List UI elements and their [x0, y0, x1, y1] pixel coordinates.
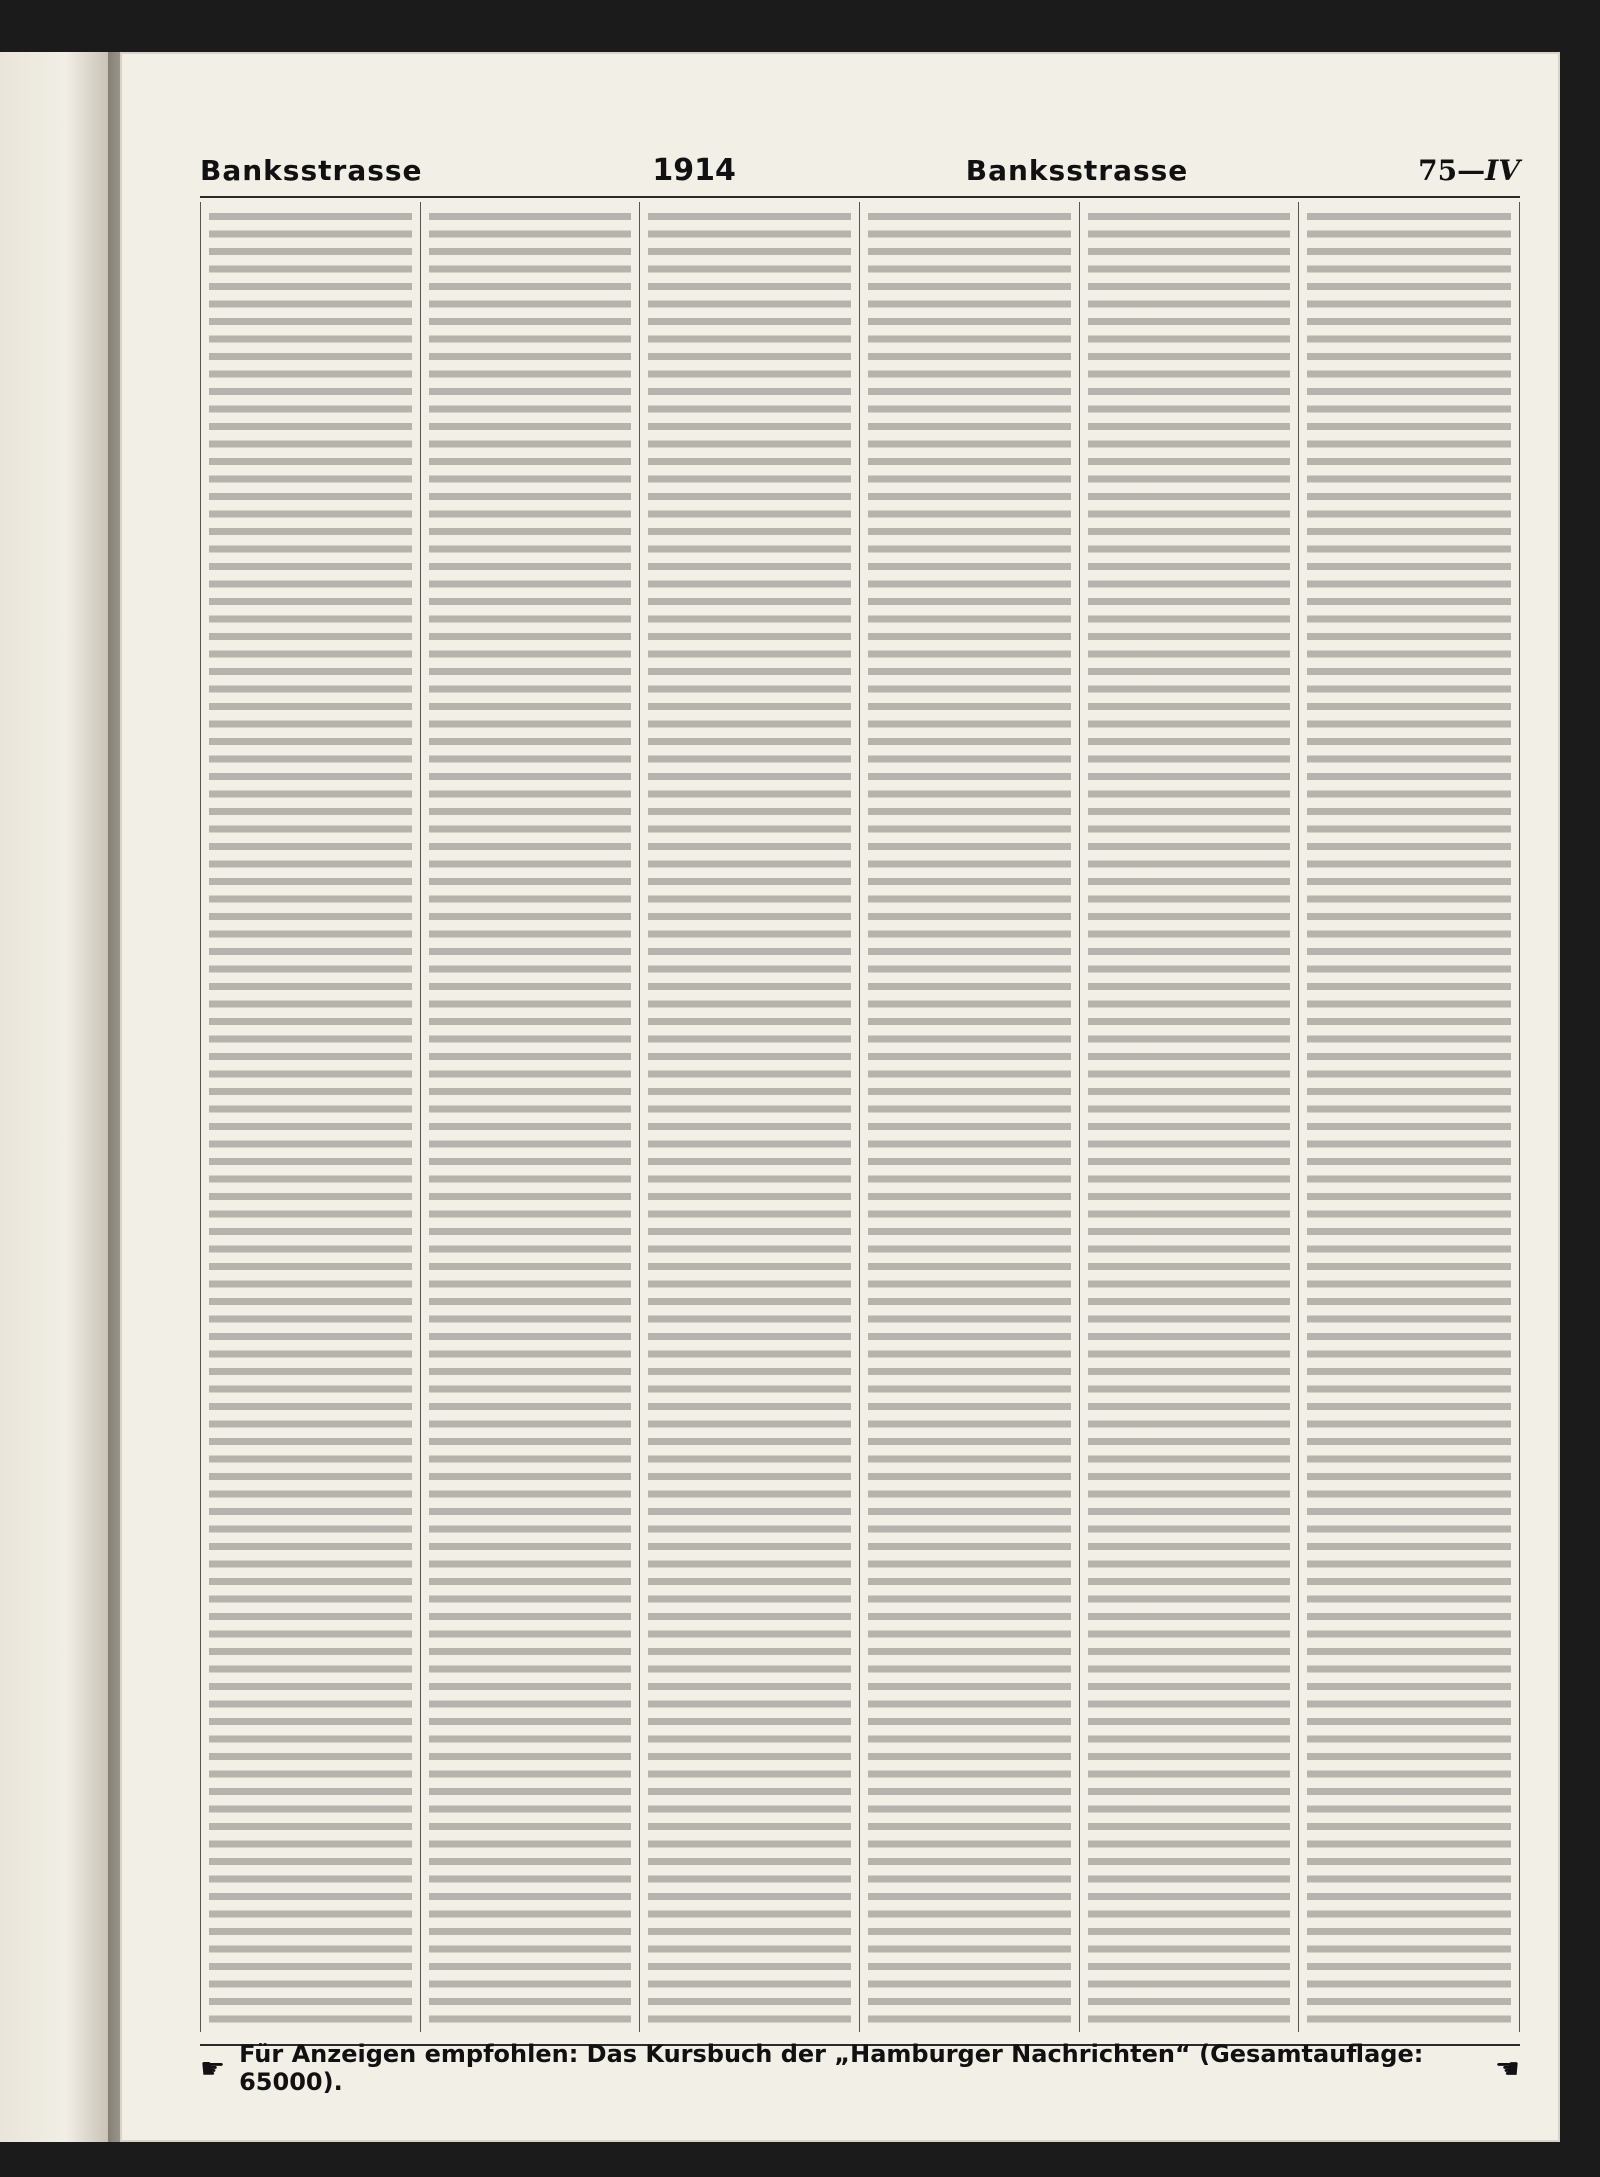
directory-column [1080, 202, 1300, 2032]
footer-text: Für Anzeigen empfohlen: Das Kursbuch der „Hamburger Nachrichten“ (Gesamtauflage: 65000). [239, 2040, 1424, 2096]
column-text-block [1307, 208, 1511, 2026]
year: 1914 [652, 152, 736, 188]
pointing-hand-right-icon: ☛ [200, 2051, 226, 2085]
page-header [200, 144, 1520, 198]
directory-columns [200, 202, 1520, 2032]
column-text-block [868, 208, 1071, 2026]
pointing-hand-left-icon: ☚ [1494, 2051, 1520, 2085]
directory-page [120, 52, 1560, 2142]
page-number [1418, 154, 1520, 187]
directory-column [860, 202, 1080, 2032]
page-number-suffix: IV [1485, 153, 1520, 187]
directory-column [201, 202, 421, 2032]
column-text-block [209, 208, 412, 2026]
column-text-block [648, 208, 851, 2026]
street-name-right: Banksstrasse [965, 153, 1189, 187]
street-name-left: Banksstrasse [200, 153, 423, 187]
page-footer-advertisement [200, 2040, 1520, 2096]
directory-column [1299, 202, 1519, 2032]
previous-page-edge [0, 52, 120, 2142]
column-text-block [429, 208, 632, 2026]
directory-column [640, 202, 860, 2032]
directory-column [421, 202, 641, 2032]
column-text-block [1088, 208, 1291, 2026]
page-number-value: 75— [1418, 153, 1486, 187]
